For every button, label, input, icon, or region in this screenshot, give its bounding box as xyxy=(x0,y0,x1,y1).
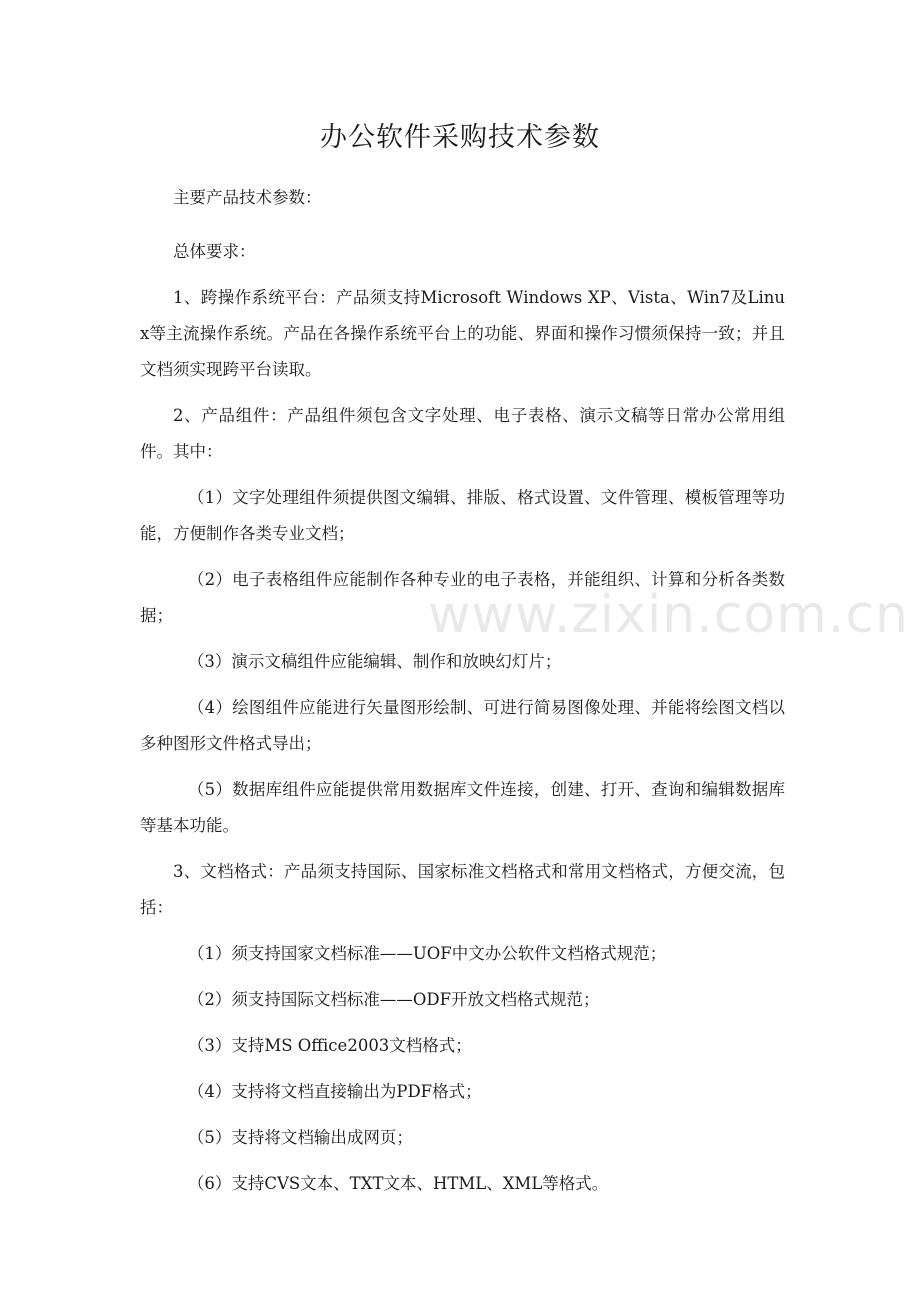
paragraph-web: （5）支持将文档输出成网页； xyxy=(187,1128,413,1147)
paragraph-pdf: （4）支持将文档直接输出为PDF格式； xyxy=(187,1082,482,1101)
paragraph-presentation: （3）演示文稿组件应能编辑、制作和放映幻灯片； xyxy=(187,652,562,671)
paragraph-spreadsheet: （2）电子表格组件应能制作各种专业的电子表格，并能组织、计算和分析各类数据； xyxy=(140,570,785,625)
paragraph-cross-platform: 1、跨操作系统平台：产品须支持Microsoft Windows XP、Vista、Win7及Linux等主流操作系统。产品在各操作系统平台上的功能、界面和操作习惯须保持一致；并且文档须实现跨平台读取。 xyxy=(140,288,785,379)
section-heading-main-params: 主要产品技术参数： xyxy=(173,188,322,207)
paragraph-odf: （2）须支持国际文档标准——ODF开放文档格式规范； xyxy=(187,990,600,1009)
paragraph-database: （5）数据库组件应能提供常用数据库文件连接，创建、打开、查询和编辑数据库等基本功能。 xyxy=(140,780,785,835)
paragraph-word-processor: （1）文字处理组件须提供图文编辑、排版、格式设置、文件管理、模板管理等功能，方便制作各类专业文档； xyxy=(140,488,785,543)
section-heading-general: 总体要求： xyxy=(173,242,256,261)
paragraph-text-formats: （6）支持CVS文本、TXT文本、HTML、XML等格式。 xyxy=(187,1174,609,1193)
document-body xyxy=(140,180,785,1212)
document-title: 办公软件采购技术参数 xyxy=(320,122,600,153)
watermark-text: www.zixin.com.cn xyxy=(428,585,909,645)
paragraph-document-formats: 3、文档格式：产品须支持国际、国家标准文档格式和常用文档格式，方便交流，包括： xyxy=(140,862,785,917)
paragraph-uof: （1）须支持国家文档标准——UOF中文办公软件文档格式规范； xyxy=(187,944,667,963)
paragraph-drawing: （4）绘图组件应能进行矢量图形绘制、可进行简易图像处理、并能将绘图文档以多种图形文件格式导出； xyxy=(140,698,785,753)
paragraph-components: 2、产品组件：产品组件须包含文字处理、电子表格、演示文稿等日常办公常用组件。其中： xyxy=(140,406,785,461)
paragraph-ms-office: （3）支持MS Office2003文档格式； xyxy=(187,1036,472,1055)
